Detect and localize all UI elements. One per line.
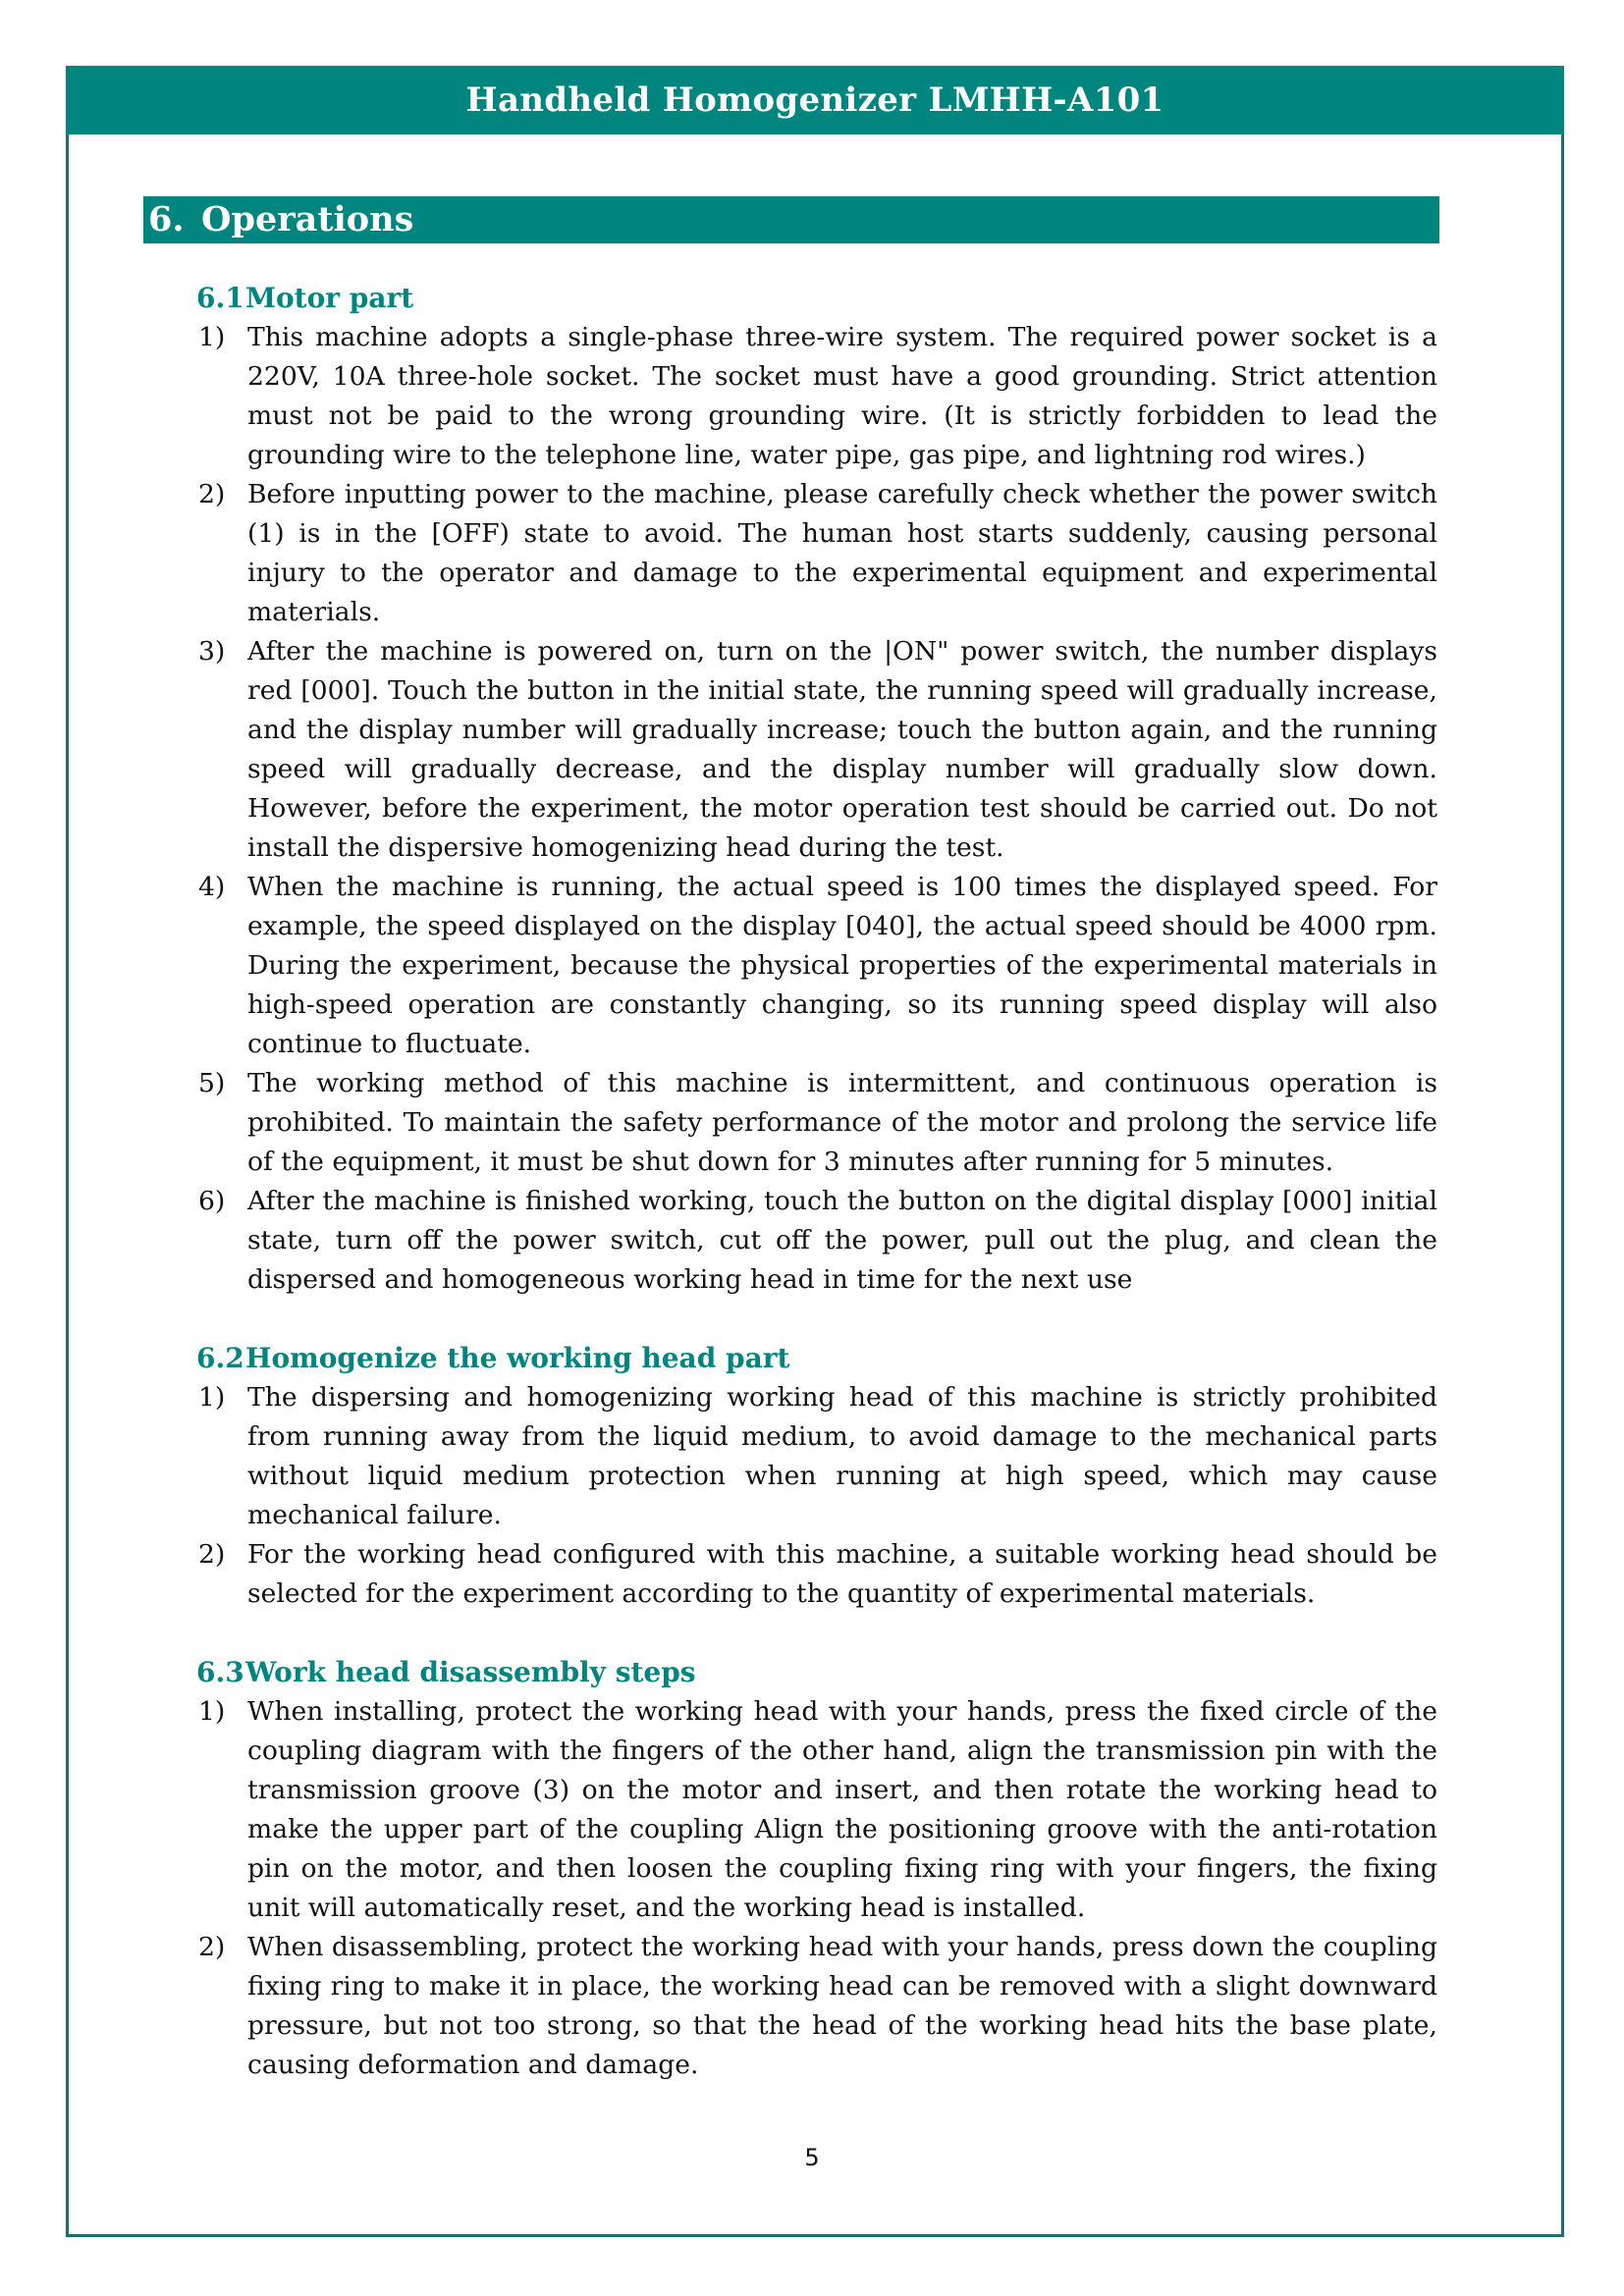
page-number: 5 xyxy=(804,2144,820,2171)
list-marker: 1) xyxy=(198,1696,226,1727)
list-item-text: After the machine is finished working, touch the button on the digital display [000] initial state, turn off the power switch, cut off the power, pull out the plug, and clean the dispersed and homogeneous working head in time for the next use xyxy=(247,1186,1437,1295)
list-item-text: When the machine is running, the actual speed is 100 times the displayed speed. For example, the speed displayed on the display [040], the actual speed should be 4000 rpm. During the experiment, because the physical properties of the experimental materials in high-speed operation are constantly changing, so its running speed display will also continue to fluctuate. xyxy=(247,872,1437,1059)
list-marker: 1) xyxy=(198,1382,226,1413)
subsection-working-head xyxy=(196,1339,1437,1614)
list-item xyxy=(196,1064,1437,1182)
numbered-list xyxy=(196,1378,1437,1614)
list-item xyxy=(196,1928,1437,2085)
list-item xyxy=(196,1692,1437,1928)
list-marker: 1) xyxy=(198,322,226,352)
spacer xyxy=(196,1614,1437,1653)
list-item xyxy=(196,868,1437,1064)
numbered-list xyxy=(196,318,1437,1300)
subsection-motor-part xyxy=(196,279,1437,1300)
subsection-title: Motor part xyxy=(245,282,414,314)
list-marker: 2) xyxy=(198,1539,226,1570)
list-item xyxy=(196,632,1437,868)
list-item-text: After the machine is powered on, turn on the |ON" power switch, the number displays red [000]. Touch the button in the initial state, the running speed will gradually increase, and the display number will gradually increase; touch the button again, and the running speed will gradually decrease, and the display number will gradually slow down. However, before the experiment, the motor operation test should be carried out. Do not install the dispersive homogenizing head during the test. xyxy=(247,636,1437,863)
subsection-heading xyxy=(196,1339,1437,1378)
list-item xyxy=(196,1378,1437,1535)
list-marker: 5) xyxy=(198,1068,226,1098)
list-item-text: The dispersing and homogenizing working head of this machine is strictly prohibited from running away from the liquid medium, to avoid damage to the mechanical parts without liquid medium protection when running at high speed, which may cause mechanical failure. xyxy=(247,1382,1437,1530)
subsection-number: 6.3 xyxy=(196,1656,244,1688)
section-title: Operations xyxy=(201,199,414,240)
list-marker: 3) xyxy=(198,636,226,667)
spacer xyxy=(196,1300,1437,1339)
document-header xyxy=(66,66,1564,134)
list-item xyxy=(196,318,1437,475)
list-item-text: The working method of this machine is intermittent, and continuous operation is prohibited. To maintain the safety performance of the motor and prolong the service life of the equipment, it must be shut down for 3 minutes after running for 5 minutes. xyxy=(247,1068,1437,1177)
list-item xyxy=(196,475,1437,632)
list-marker: 4) xyxy=(198,872,226,902)
numbered-list xyxy=(196,1692,1437,2085)
subsection-heading xyxy=(196,279,1437,318)
list-item xyxy=(196,1182,1437,1300)
list-item-text: When disassembling, protect the working head with your hands, press down the coupling fixing ring to make it in place, the working head can be removed with a slight downward pressure, but not too strong, so that the head of the working head hits the base plate, causing deformation and damage. xyxy=(247,1932,1437,2080)
list-marker: 2) xyxy=(198,1932,226,1962)
list-item-text: This machine adopts a single-phase three-wire system. The required power socket is a 220V, 10A three-hole socket. The socket must have a good grounding. Strict attention must not be paid to the wrong grounding wire. (It is strictly forbidden to lead the grounding wire to the telephone line, water pipe, gas pipe, and lightning rod wires.) xyxy=(247,322,1437,470)
list-item xyxy=(196,1535,1437,1614)
section-content xyxy=(196,279,1437,2085)
list-item-text: When installing, protect the working head with your hands, press the fixed circle of the coupling diagram with the fingers of the other hand, align the transmission pin with the transmission groove (3) on the motor and insert, and then rotate the working head to make the upper part of the coupling Align the positioning groove with the anti-rotation pin on the motor, and then loosen the coupling fixing ring with your fingers, the fixing unit will automatically reset, and the working head is installed. xyxy=(247,1696,1437,1923)
list-marker: 6) xyxy=(198,1186,226,1216)
subsection-disassembly xyxy=(196,1653,1437,2085)
subsection-title: Work head disassembly steps xyxy=(245,1656,696,1688)
list-item-text: For the working head configured with this machine, a suitable working head should be selected for the experiment according to the quantity of experimental materials. xyxy=(247,1539,1437,1609)
section-number: 6. xyxy=(148,199,185,240)
section-heading xyxy=(143,196,1439,243)
subsection-number: 6.1 xyxy=(196,282,244,314)
subsection-heading xyxy=(196,1653,1437,1692)
list-item-text: Before inputting power to the machine, please carefully check whether the power switch (1) is in the [OFF) state to avoid. The human host starts suddenly, causing personal injury to the operator and damage to the experimental equipment and experimental materials. xyxy=(247,479,1437,627)
subsection-number: 6.2 xyxy=(196,1342,244,1374)
document-title: Handheld Homogenizer LMHH-A101 xyxy=(465,80,1164,120)
subsection-title: Homogenize the working head part xyxy=(245,1342,790,1374)
list-marker: 2) xyxy=(198,479,226,509)
